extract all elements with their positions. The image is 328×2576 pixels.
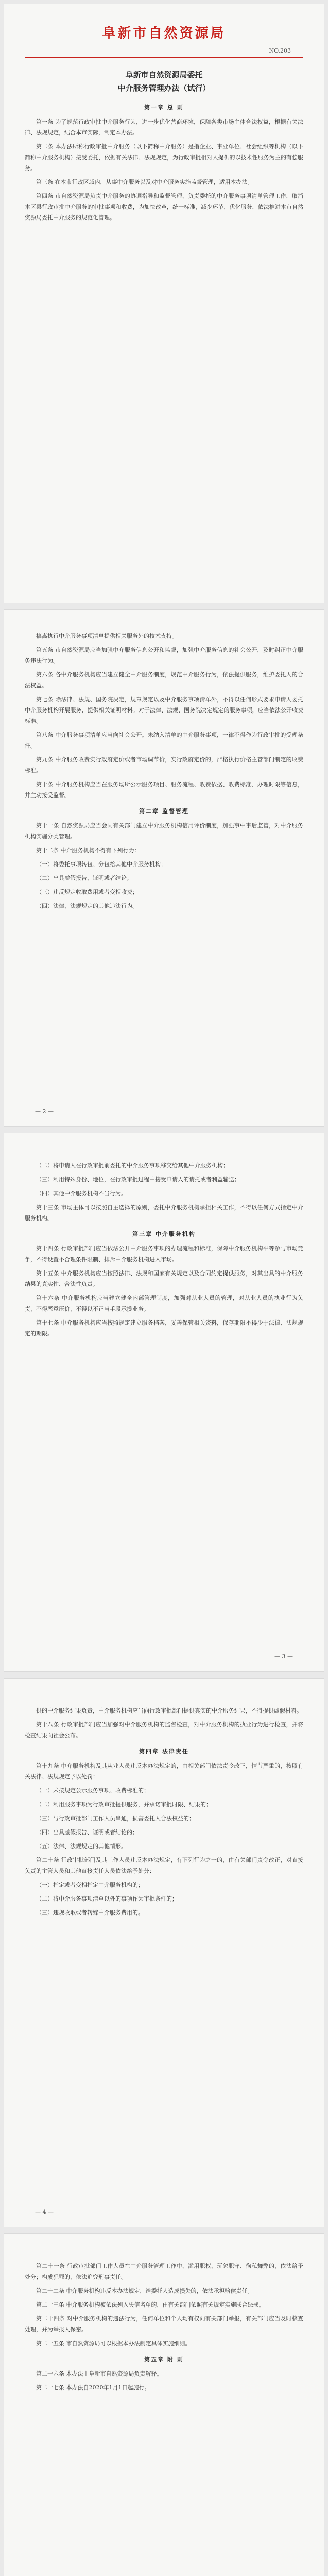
paragraph: 第十四条 行政审批部门应当依法公开中介服务事项的办理流程和标准，保障中介服务机构平等参与市场竞争，不得设置不合理条件限制、排斥中介服务机构进入市场。 xyxy=(25,1245,303,1263)
paragraph: 第二十六条 本办法由阜新市自然资源局负责解释。 xyxy=(36,2370,163,2377)
paragraph: 第十八条 行政审批部门应当加强对中介服务机构的监督检查，对中介服务机构的执业行为进行检查，并将检查结果向社会公布。 xyxy=(25,1721,303,1739)
paragraph: 第三条 在本市行政区域内，从事中介服务以及对中介服务实施监督管理，适用本办法。 xyxy=(36,179,253,185)
chapter-heading: 第二章 监督管理 xyxy=(139,808,189,815)
chapter-heading: 第四章 法律责任 xyxy=(139,1748,189,1755)
page-number: — 4 — xyxy=(35,2209,54,2215)
document-number: NO.203 xyxy=(269,47,291,54)
paragraph: （二）将申请人在行政审批前委托的中介服务事项移交给其他中介服务机构； xyxy=(36,1162,229,1169)
paragraph: 第九条 中介服务收费实行政府定价或者市场调节价，实行政府定价的，严格执行价格主管部门制定的收费标准。 xyxy=(25,756,303,774)
paragraph: （一）未按规定公示服务事项、收费标准的； xyxy=(36,1787,149,1794)
paragraph: 第十二条 中介服务机构不得有下列行为： xyxy=(36,847,140,854)
paragraph: 第二十一条 行政审批部门工作人员在中介服务管理工作中，滥用职权、玩忽职守、徇私舞弊的，依法给予处分；构成犯罪的，依法追究刑事责任。 xyxy=(25,2263,303,2280)
paragraph: （五）法律、法规规定的其他情形。 xyxy=(36,1843,127,1850)
paragraph: 供的中介服务结果负责，中介服务机构应当向行政审批部门提供真实的中介服务结果，不得提供虚假材料。 xyxy=(36,1707,302,1714)
paragraph: 第二条 本办法所称行政审批中介服务（以下简称中介服务）是指企业、事业单位、社会组织等机构（以下简称中介服务机构）接受委托，依据有关法律、法规规定，为行政审批相对人提供的以技术性服务为主的有偿服务。 xyxy=(25,143,303,172)
document-page-3 xyxy=(4,1133,324,1671)
paragraph: 第一条 为了规范行政审批中介服务行为，进一步优化营商环境，保障各类市场主体合法权益，根据有关法律、法规规定，结合本市实际，制定本办法。 xyxy=(25,118,303,136)
page-number: — 2 — xyxy=(35,1108,54,1115)
paragraph: （二）利用服务事项为行政审批提供服务，并承诺审批时限、结果的； xyxy=(36,1801,212,1808)
paragraph: （三）违反规定收取费用或者变相收费； xyxy=(36,889,138,895)
paragraph: 第五条 市自然资源局应当加强中介服务信息公开和监督，加强中介服务信息的社会公开，及时纠正中介服务违法行为。 xyxy=(25,647,303,664)
paragraph: 第八条 中介服务事项清单应当向社会公开。未纳入清单的中介服务事项，一律不得作为行政审批的受理条件。 xyxy=(25,732,303,749)
paragraph: （四）法律、法规规定的其他违法行为。 xyxy=(36,903,138,909)
document-page-2 xyxy=(4,610,324,1126)
paragraph: 第四条 市自然资源局负责中介服务的协调指导和监督管理，负责委托的中介服务事项清单管理工作，取消本区县行政审批中介服务的审批事项和收费，为加快改革，统一标准，减少环节，优化服务，依法推进本市自然资源局委托中介服务的规范化管理。 xyxy=(25,193,303,221)
chapter-heading: 第一章 总 则 xyxy=(144,104,184,111)
paragraph: 第十三条 市场主体可以按照自主选择的原则，委托中介服务机构承担相关工作，不得以任何方式指定中介服务机构。 xyxy=(25,1204,303,1222)
paragraph: 第七条 除法律、法规、国务院决定，规章规定以及中介服务事项清单外，不得以任何形式要求申请人委托中介服务机构开展服务，提供相关证明材料。对于法律、法规、国务院决定规定的服务事项，应当依法公开收费标准。 xyxy=(25,696,303,724)
paragraph: 第二十条 行政审批部门及其工作人员违反本办法规定，有下列行为之一的，由有关部门责令改正，对直接负责的主管人员和其他直接责任人员依法给予处分： xyxy=(25,1857,303,1874)
paragraph: 第十条 中介服务机构应当在服务场所公示服务项目、服务流程、收费依据、收费标准、办理时限等信息，并主动接受监督。 xyxy=(25,781,303,799)
paragraph: 第十一条 自然资源局应当会同有关部门建立中介服务机构信用评价制度，加强事中事后监管，对中介服务机构实施分类管理。 xyxy=(25,822,303,840)
paragraph: （四）其他中介服务机构不当行为。 xyxy=(36,1190,127,1197)
document-page-5 xyxy=(4,2234,324,2576)
paragraph: 第六条 各中介服务机构应当建立健全中介服务制度，规范中介服务行为，依法提供服务，维护委托人的合法权益。 xyxy=(25,671,303,689)
paragraph: 第二十二条 中介服务机构违反本办法规定，给委托人造成损失的，依法承担赔偿责任。 xyxy=(36,2287,253,2294)
red-separator xyxy=(25,57,303,58)
title-line-2: 中介服务管理办法（试行） xyxy=(117,83,211,93)
paragraph: （三）与行政审批部门工作人员串通，损害委托人合法权益的； xyxy=(36,1815,195,1822)
title-line-1: 阜新市自然资源局委托 xyxy=(125,70,203,79)
paragraph: 第十九条 中介服务机构及其从业人员违反本办法规定的，由相关部门依法责令改正，情节严重的，按照有关法律、法规规定予以处罚： xyxy=(25,1762,303,1780)
document-page-4 xyxy=(4,1679,324,2227)
paragraph: （一）指定或者变相指定中介服务机构的； xyxy=(36,1882,144,1888)
paragraph: 搞离执行中介服务事项清单提供相关服务外的技术支持。 xyxy=(36,633,178,639)
page-number: — 3 — xyxy=(274,1653,293,1660)
paragraph: 第二十四条 对中介服务机构的违法行为，任何单位和个人均有权向有关部门举报，有关部门应当及时核查处理，并为举报人保密。 xyxy=(25,2315,303,2333)
paragraph: （三）违规收取或者转嫁中介服务费用的。 xyxy=(36,1909,144,1916)
chapter-heading: 第三章 中介服务机构 xyxy=(132,1231,196,1238)
document-title xyxy=(25,68,303,95)
paragraph: 第二十三条 中介服务机构被依法列入失信名单的，由有关部门依照有关规定实施联合惩戒。 xyxy=(36,2301,265,2308)
chapter-heading: 第五章 附 则 xyxy=(144,2356,184,2363)
paragraph: 第十六条 中介服务机构应当建立健全内部管理制度，加强对从业人员的管理，对从业人员的执业行为负责，不得恶意压价，不得以不正当手段承揽业务。 xyxy=(25,1295,303,1312)
paragraph: 第十五条 中介服务机构应当按照法律、法规和国家有关规定以及合同约定提供服务，对其出具的中介服务结果的真实性、合法性负责。 xyxy=(25,1270,303,1287)
paragraph: （四）出具虚假报告、证明或者结论的； xyxy=(36,1829,138,1836)
paragraph: 第十七条 中介服务机构应当按照规定建立服务档案，妥善保管相关资料，保存期限不得少于法律、法规规定的期限。 xyxy=(25,1319,303,1337)
paragraph: （二）将中介服务事项清单以外的事项作为审批条件的； xyxy=(36,1895,178,1902)
agency-header: 阜新市自然资源局 xyxy=(102,26,226,41)
document-page-1 xyxy=(4,4,324,603)
paragraph: （二）出具虚假报告、证明或者结论； xyxy=(36,875,132,882)
paragraph: （一）将委托事项转包、分包给其他中介服务机构； xyxy=(36,861,166,868)
paragraph: 第二十七条 本办法自2020年1月1日起施行。 xyxy=(36,2384,150,2391)
paragraph: （三）利用特殊身份、地位，在行政审批过程中接受申请人的请托或者利益输送； xyxy=(36,1176,240,1183)
paragraph: 第二十五条 市自然资源局可以根据本办法制定具体实施细则。 xyxy=(36,2340,191,2347)
